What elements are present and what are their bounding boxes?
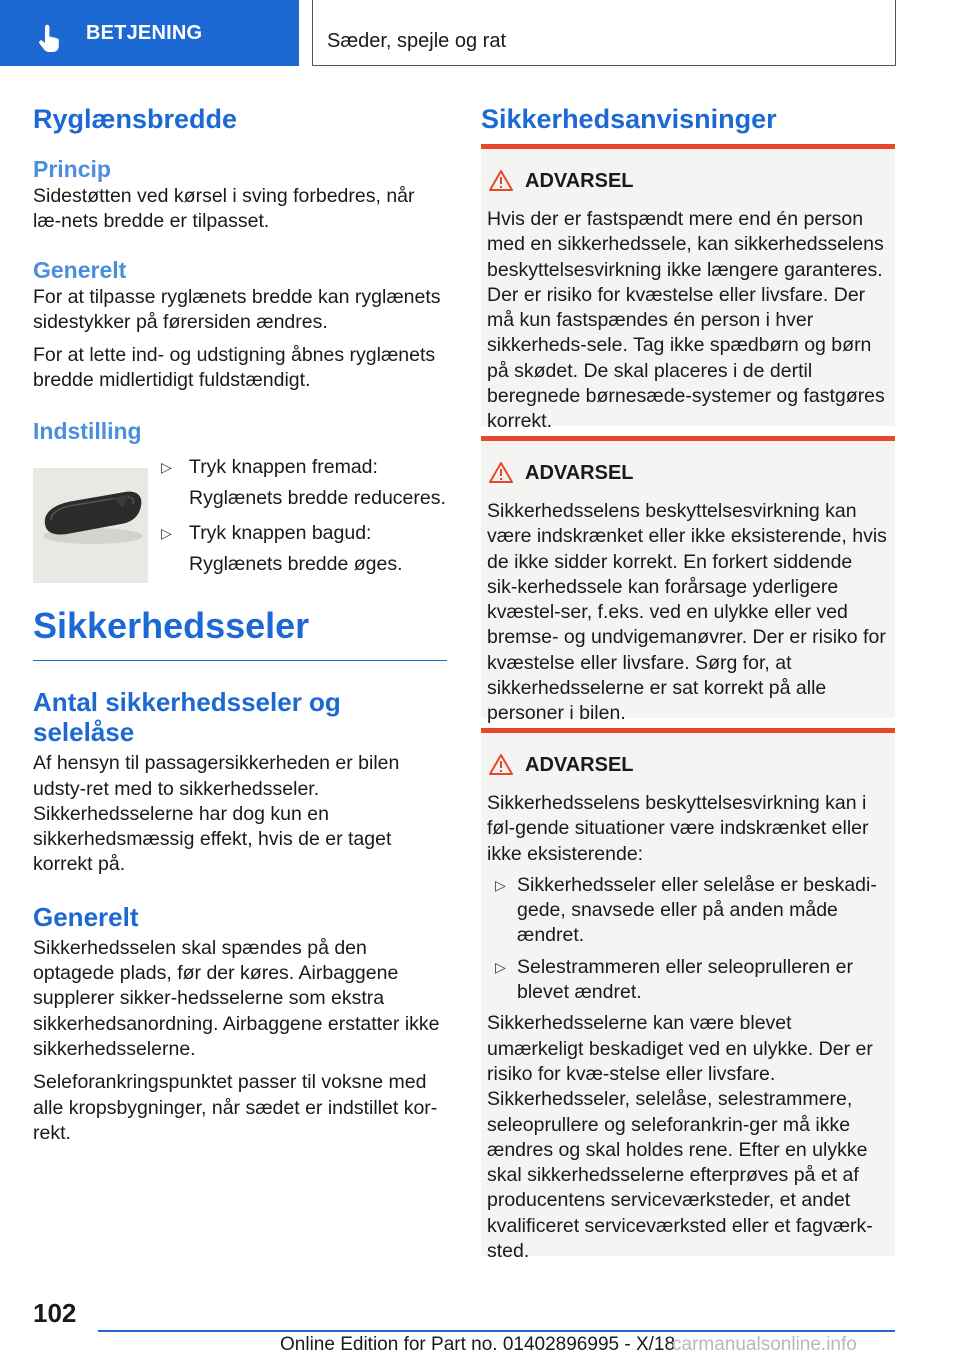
warning-text-2: Sikkerhedsselens beskyttelsesvirkning kan være indskrænket eller ikke eksisterende, hvis de ikke sidder korrekt. En forkert siddende sik-kerhedssele kan forårsage yderligere kvæstel-ser, f.eks. ved en ulykke eller ved bremse- og undvigemanøvrer. Der er risiko for kvæstelse eller livsfare. Sørg for, at sikkerhedsselerne er sat korrekt på alle personer i bilen.: [487, 500, 887, 725]
warning-box-3: [481, 728, 895, 1263]
seatbelts-rule: [33, 660, 447, 662]
triangle-bullet-icon: ▷: [495, 876, 506, 893]
safety-title: Sikkerhedsanvisninger: [481, 104, 777, 134]
warning-bullet-3-1: [481, 873, 895, 949]
warning-bullet-text: Sikkerhedsseler eller selelåse er beskadi-gede, snavsede eller på anden måde ændret.: [517, 873, 877, 947]
warning-intro-3: Sikkerhedsselens beskyttelsesvirkning kan i føl-gende situationer være indskrænket eller ikke eksisterende:: [487, 792, 869, 865]
adjust-list: [161, 452, 451, 584]
general2-text-1: Sikkerhedsselen skal spændes på den optagede plads, før der køres. Airbaggene supplerer sikker-hedsselerne som ekstra sikkerhedsanordning. Airbaggene erstatter ikke sikkerhedsselerne.: [33, 936, 440, 1060]
adjust-item-backward: [161, 518, 451, 549]
warning-label-2: ADVARSEL: [525, 462, 634, 484]
adjust-result-backward: Ryglænets bredde øges.: [189, 552, 403, 575]
seatbelts-title: Sikkerhedsseler: [33, 604, 310, 646]
warning-label-1: ADVARSEL: [525, 170, 634, 192]
section-label: BETJENING: [86, 22, 203, 44]
triangle-bullet-icon: ▷: [161, 524, 172, 541]
adjust-block: [33, 452, 447, 582]
warning-box-2: [481, 436, 895, 725]
warning-bullet-3-2: [481, 955, 895, 1006]
warning-outro-3: Sikkerhedsselerne kan være blevet umærkeligt beskadiget ved en ulykke. Der er risiko for kvæ-stelse eller livsfare. Sikkerhedsseler, selelåse, selestrammere, seleoprullere og seleforankrin-ger må ikke ændres og skal holdes rene. Efter en ulykke skal sikkerhedsselerne efterprøves på et af producentens serviceværksteder, et andet kvalificeret serviceværksted eller et fagværk-sted.: [487, 1012, 873, 1263]
section-tab: [0, 0, 299, 66]
edition-text: Online Edition for Part no. 01402896995 - X/18: [280, 1334, 676, 1355]
adjust-result-forward: Ryglænets bredde reduceres.: [189, 486, 446, 509]
warning-box-1: [481, 144, 895, 433]
warning-title-2: [481, 441, 895, 484]
general2-heading: Generelt: [33, 901, 139, 932]
adjust-heading: Indstilling: [33, 417, 142, 444]
warning-title-1: [481, 149, 895, 192]
page-header: [0, 0, 960, 66]
backrest-button-photo: [33, 468, 148, 583]
warning-title-3: [481, 733, 895, 776]
adjust-action-backward: Tryk knappen bagud:: [189, 521, 372, 544]
pointing-hand-icon: [36, 24, 66, 54]
backrest-button-image: [33, 468, 148, 583]
warning-text-1: Hvis der er fastspændt mere end én person med en sikkerhedssele, kan sikkerhedsselens beskyttelsesvirkning ikke længere garanteres. Der er risiko for kvæstelse eller livsfare. Der må kun fastspændes én person i hver sikkerheds-sele. Tag ikke spædbørn og børn på skødet. De skal placeres i de dertil beregnede børnesæde-systemer og fastgøres korrekt.: [487, 208, 885, 433]
adjust-action-forward: Tryk knappen fremad:: [189, 455, 378, 478]
warning-bullet-text: Selestrammeren eller seleoprulleren er blevet ændret.: [517, 955, 853, 1004]
principle-heading: Princip: [33, 156, 111, 182]
footer-rule: [98, 1330, 895, 1332]
adjust-item-forward: [161, 452, 451, 483]
general-text-1: For at tilpasse ryglænets bredde kan ryglænets sidestykker på førersiden ændres.: [33, 285, 441, 333]
triangle-bullet-icon: ▷: [161, 458, 172, 475]
chapter-title: Sæder, spejle og rat: [327, 30, 506, 52]
warning-triangle-icon: [489, 461, 513, 483]
count-text: Af hensyn til passagersikkerheden er bilen udsty-ret med to sikkerhedsseler. Sikkerhedsselerne har dog kun en sikkerhedsmæssig effekt, hvis de er taget korrekt på.: [33, 752, 400, 876]
general-heading: Generelt: [33, 256, 127, 283]
general2-text-2: Seleforankringspunktet passer til voksne med alle kropsbygninger, når sædet er indstillet kor-rekt.: [33, 1071, 438, 1144]
chapter-title-box: [312, 0, 896, 66]
general-text-2: For at lette ind- og udstigning åbnes ryglænets bredde midlertidigt fuldstændigt.: [33, 344, 436, 392]
triangle-bullet-icon: ▷: [495, 958, 506, 975]
count-heading: Antal sikkerhedsseler og selelåse: [33, 687, 341, 748]
warning-triangle-icon: [489, 753, 513, 775]
backrest-width-title: Ryglænsbredde: [33, 104, 238, 134]
warning-triangle-icon: [489, 169, 513, 191]
page-number: 102: [33, 1298, 77, 1328]
left-column: [33, 100, 447, 1146]
watermark: carmanualsonline.info: [672, 1334, 857, 1355]
principle-text: Sidestøtten ved kørsel i sving forbedres, når læ-nets bredde er tilpasset.: [33, 185, 415, 233]
warning-label-3: ADVARSEL: [525, 754, 634, 776]
